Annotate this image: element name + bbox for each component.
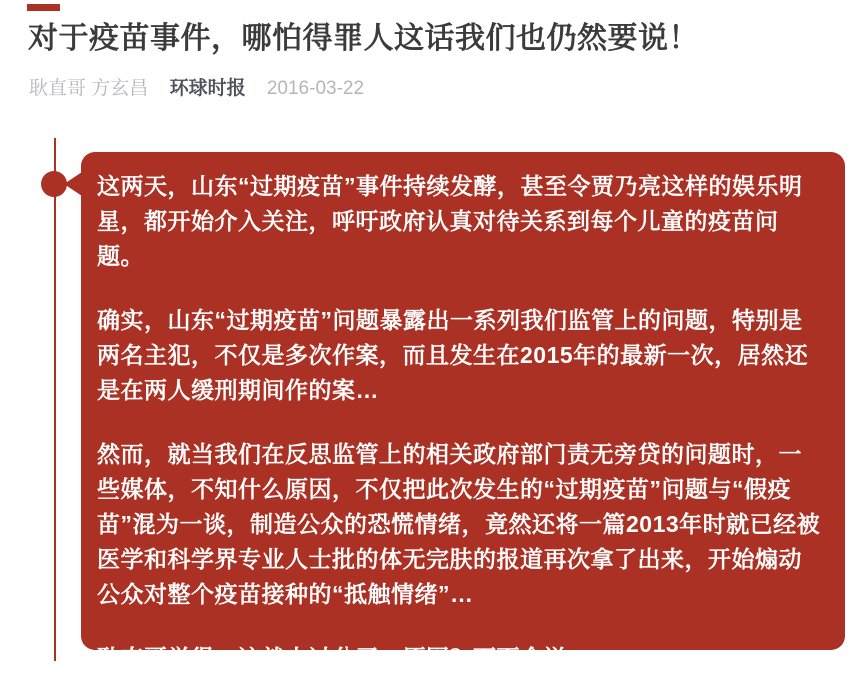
quote-bubble xyxy=(81,152,845,671)
byline-date: 2016-03-22 xyxy=(266,78,365,99)
byline-authors: 耿直哥 方玄昌 xyxy=(29,78,149,99)
top-accent-dash xyxy=(27,4,60,11)
quote-paragraph: 这两天，山东“过期疫苗”事件持续发酵，甚至令贾乃亮这样的娱乐明星，都开始介入关注，呼吁政府认真对待关系到每个儿童的疫苗问题。 xyxy=(97,173,803,269)
quote-paragraph: 耿直哥觉得，这就太过分了。原因？下面会说。 xyxy=(97,645,591,671)
byline-source-link[interactable]: 环球时报 xyxy=(169,78,246,99)
page-title: 对于疫苗事件，哪怕得罪人这话我们也仍然要说！ xyxy=(28,22,699,55)
quote-paragraph: 然而，就当我们在反思监管上的相关政府部门责无旁贷的问题时，一些媒体，不知什么原因，不仅把此次发生的“过期疫苗”问题与“假疫苗”混为一谈，制造公众的恐慌情绪，竟然还将一篇2013年时就已经被医学和科学界专业人士批的体无完肤的报道再次拿了出来，开始煽动公众对整个疫苗接种的“抵触情绪”… xyxy=(97,441,821,607)
byline xyxy=(29,78,364,100)
bubble-tail-icon xyxy=(64,172,82,196)
timeline-line xyxy=(54,138,56,661)
quote-paragraph: 确实，山东“过期疫苗”问题暴露出一系列我们监管上的问题，特别是两名主犯，不仅是多次作案，而且发生在2015年的最新一次，居然还是在两人缓刑期间作的案… xyxy=(97,307,809,403)
